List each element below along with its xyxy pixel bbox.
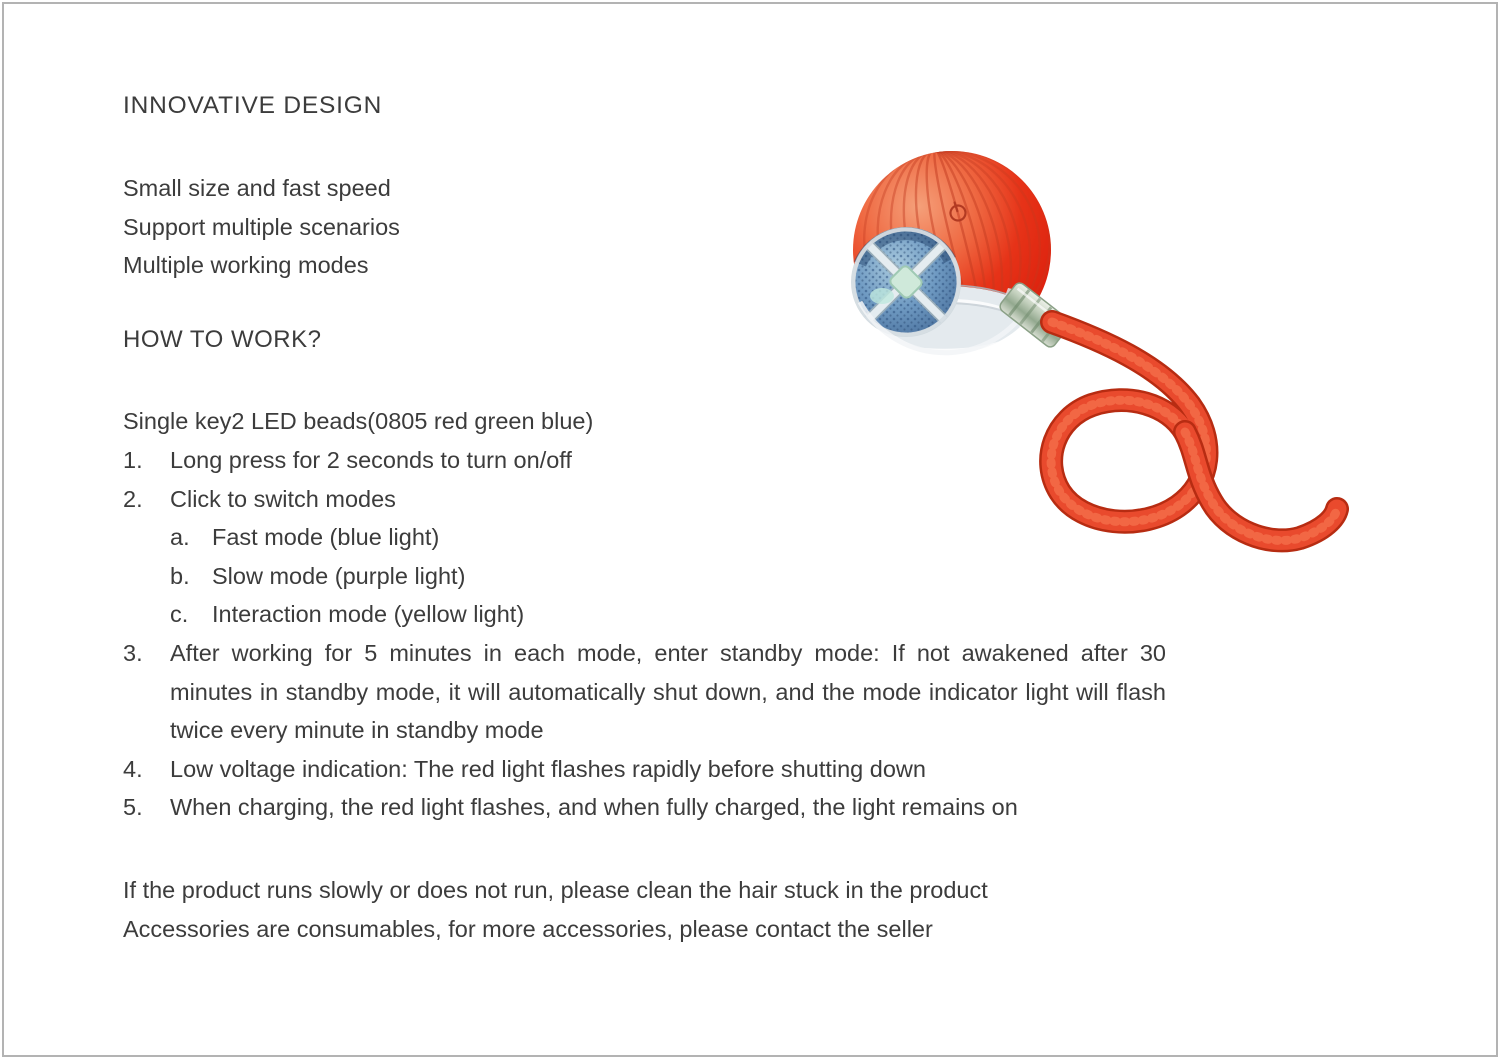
substep-letter: c. [170,601,189,628]
step-text: Long press for 2 seconds to turn on/off [170,447,572,473]
step-number: 2. [123,485,143,512]
step-number: 4. [123,755,143,782]
intro-line: Multiple working modes [123,252,369,279]
footer-paragraph [123,871,1166,948]
led-mechanism-window [851,227,961,337]
substep-letter: a. [170,524,190,551]
substep-row [123,595,1166,634]
substep-letter: b. [170,562,190,589]
intro-line: Support multiple scenarios [123,213,400,240]
substep-text: Fast mode (blue light) [212,524,440,551]
rope [1051,322,1337,540]
list-intro: Single key2 LED beads(0805 red green blue) [123,408,594,434]
led-glow [870,288,894,304]
footer-line: If the product runs slowly or does not run, please clean the hair stuck in the product [123,877,988,903]
step-row [123,750,1166,789]
substep-text: Interaction mode (yellow light) [212,601,525,628]
step-text: Low voltage indication: The red light flashes rapidly before shutting down [170,755,926,782]
footer-line: Accessories are consumables, for more accessories, please contact the seller [123,915,933,942]
step-number: 1. [123,447,143,473]
step-text: After working for 5 minutes in each mode, enter standby mode: If not awakened after 30 minutes in standby mode, it will automatically shut down, and the mode indicator light will flash twice every minute in standby mode [170,639,1166,744]
substep-text: Slow mode (purple light) [212,562,466,589]
product-photo-ball-toy [820,110,1400,570]
section-heading: HOW TO WORK? [123,326,322,353]
intro-line: Small size and fast speed [123,175,391,201]
step-number: 3. [123,639,143,666]
page-title: INNOVATIVE DESIGN [123,92,383,119]
step-row [123,634,1166,750]
step-row [123,788,1166,827]
step-number: 5. [123,794,143,821]
step-text: When charging, the red light flashes, and when fully charged, the light remains on [170,794,1018,821]
step-text: Click to switch modes [170,485,396,512]
